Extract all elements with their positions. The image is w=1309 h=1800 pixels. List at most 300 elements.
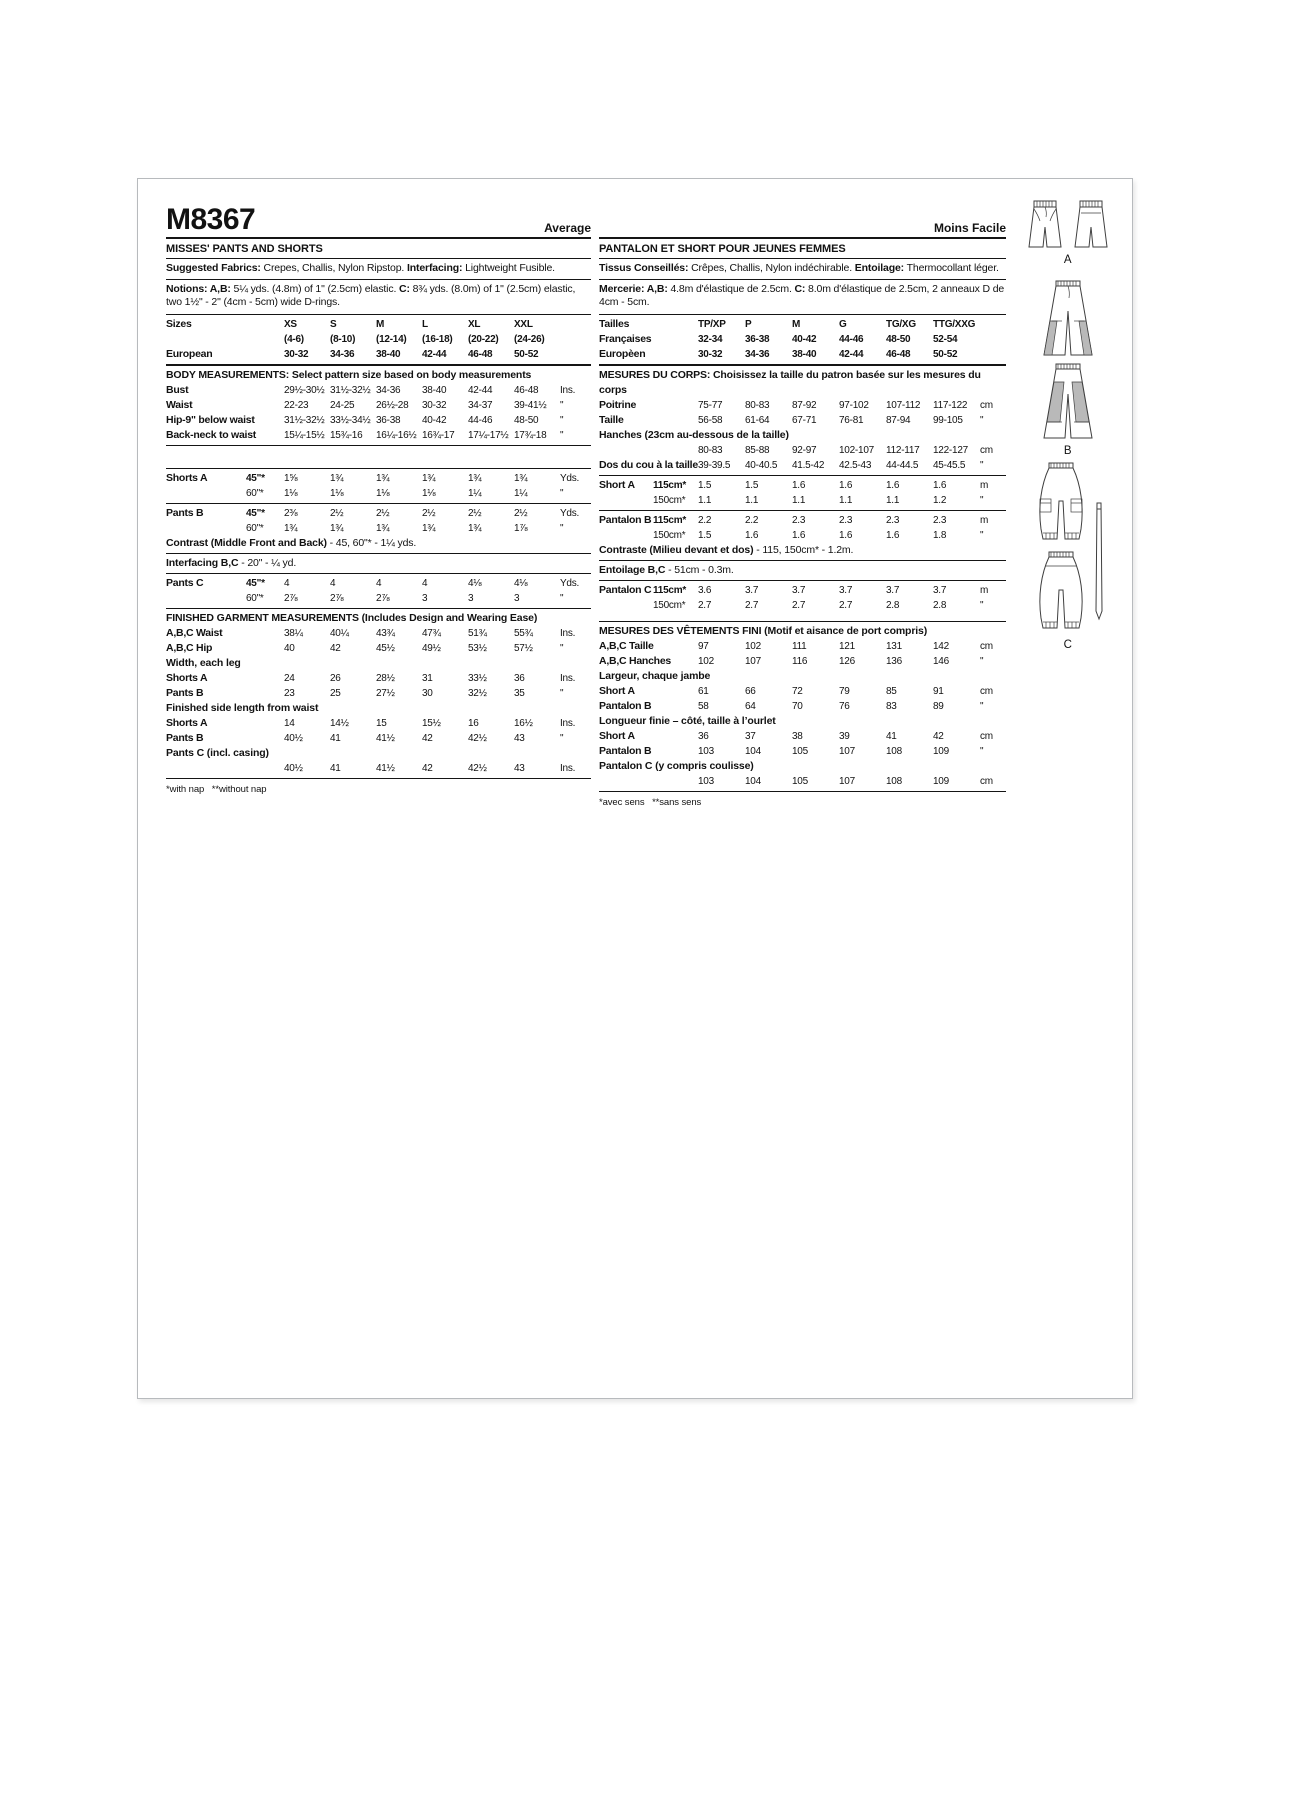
size-value: 1⅛ [284,487,298,499]
size-value: 16 [468,717,479,729]
table-row [599,699,1006,714]
size-value: 66 [745,685,756,697]
size-value: 3.7 [745,584,759,596]
size-value: 1¾ [376,472,390,484]
size-value: 70 [792,700,803,712]
suggested-fabrics-line [166,261,591,277]
size-value: 29½-30½ [284,384,325,396]
table-row [599,639,1006,654]
unit-label: cm [980,444,993,456]
size-value: 30 [422,687,433,699]
size-value: 46-48 [468,348,493,360]
size-value: 85-88 [745,444,770,456]
unit-label: Ins. [560,762,576,774]
divider [166,608,591,609]
size-value: 55¾ [514,627,533,639]
size-value: 2.8 [886,599,900,611]
table-section-heading [599,368,1006,398]
divider [599,510,1006,511]
size-value: 1⅛ [330,487,344,499]
size-value: 46-48 [886,348,911,360]
size-value: 108 [886,775,902,787]
size-value: 3.7 [886,584,900,596]
row-label: Pants B [166,686,204,699]
french-measurements-table [599,317,1006,808]
size-value: 42½ [468,762,487,774]
size-value: 40 [284,642,295,654]
size-value: 89 [933,700,944,712]
text-segment: 8.0m d'élastique de 2.5cm, 2 anneaux D de 4cm - 5cm. [599,282,1005,308]
size-value: P [745,318,752,330]
text-segment: C: [794,282,806,295]
size-value: 2½ [514,507,528,519]
size-value: 43 [514,732,525,744]
table-section-heading [599,624,1006,639]
size-value: 56-58 [698,414,723,426]
text-segment: Crepes, Challis, Nylon Ripstop. [260,262,407,274]
text-segment: FINISHED GARMENT MEASUREMENTS (Includes Design and Wearing Ease) [166,611,538,624]
size-value: 64 [745,700,756,712]
row-label: Taille [599,413,624,426]
size-value: 2.7 [839,599,853,611]
table-row [599,317,1006,332]
view-a-group [1010,199,1126,266]
size-value: 2⅞ [284,592,298,604]
text-segment: Largeur, chaque jambe [599,669,711,682]
divider [599,580,1006,581]
table-row [166,671,591,686]
unit-label: Ins. [560,384,576,396]
size-value: 42.5-43 [839,459,872,471]
unit-label: " [560,592,564,604]
divider [166,279,591,280]
size-value: 1.1 [839,494,853,506]
unit-label: Ins. [560,627,576,639]
size-value: 47¾ [422,627,441,639]
row-label: Pantalon C [599,583,652,596]
size-value: 1¾ [330,522,344,534]
shorts-a-front-illustration [1025,199,1065,251]
table-row [166,521,591,536]
row-label: Short A [599,478,635,491]
size-value: 17¼-17½ [468,429,509,441]
view-c-label: C [1063,639,1073,651]
difficulty-french: Moins Facile [933,221,1006,235]
size-value: 112-117 [886,444,920,456]
size-value: 1.6 [745,529,759,541]
size-value: 121 [839,640,855,652]
size-value: 2.8 [933,599,947,611]
size-value: 40-42 [792,333,817,345]
size-value: 142 [933,640,949,652]
row-label: Tailles [599,317,630,330]
size-value: 2½ [376,507,390,519]
size-value: 1¾ [284,522,298,534]
size-value: 37 [745,730,756,742]
table-section-heading [166,556,591,571]
divider [599,560,1006,561]
size-value: XL [468,318,481,330]
fabric-width-label: 150cm* [653,599,686,611]
table-section-heading [599,759,1006,774]
mercerie-line [599,282,1006,312]
size-value: 107 [839,775,855,787]
text-segment: Pants C (incl. casing) [166,746,269,759]
size-value: 107-112 [886,399,921,411]
table-section-heading [166,536,591,551]
size-value: 23 [284,687,295,699]
text-segment: Finished side length from waist [166,701,319,714]
size-value: 42 [422,732,433,744]
unit-label: Ins. [560,717,576,729]
divider [166,778,591,779]
row-label: Shorts A [166,471,208,484]
size-value: 131 [886,640,902,652]
row-label: A,B,C Taille [599,639,654,652]
size-value: 87-92 [792,399,817,411]
size-value: 42-44 [422,348,447,360]
size-value: 31½-32½ [330,384,371,396]
size-value: 1¾ [422,472,436,484]
pants-b-views [1010,279,1126,442]
unit-label: " [560,642,564,654]
size-value: 122-127 [933,444,968,456]
size-value: 2½ [468,507,482,519]
size-value: 32½ [468,687,487,699]
fabric-width-label: 150cm* [653,494,686,506]
row-label: A,B,C Waist [166,626,223,639]
row-label: Short A [599,684,635,697]
size-value: 4 [422,577,428,589]
row-label: Pantalon B [599,513,652,526]
view-a-label: A [1063,254,1073,266]
fabric-width-label: 115cm* [653,584,686,596]
size-value: 33½ [468,672,487,684]
size-value: 34-36 [330,348,355,360]
size-value: 76 [839,700,850,712]
unit-label: Ins. [560,672,576,684]
size-value: 2.3 [933,514,947,526]
table-section-heading [599,543,1006,558]
view-b-group [1010,279,1126,457]
size-value: 41.5-42 [792,459,825,471]
size-value: 67-71 [792,414,817,426]
english-measurements-table [166,317,591,795]
row-label: Short A [599,729,635,742]
unit-label: " [980,494,984,506]
fabric-width-label: 45"* [246,472,265,484]
size-value: G [839,318,847,330]
divider [599,364,1006,366]
table-row [599,528,1006,543]
text-segment: - 51cm - 0.3m. [665,563,734,576]
size-value: 30-32 [698,348,723,360]
row-label: Bust [166,383,189,396]
divider [599,314,1006,315]
size-value: 2.7 [792,599,806,611]
size-value: 41 [330,762,341,774]
size-value: 1¾ [514,472,528,484]
table-row [599,458,1006,473]
row-label: Poitrine [599,398,637,411]
pattern-envelope-page [137,178,1133,1399]
size-value: 104 [745,775,761,787]
size-value: 39-39.5 [698,459,731,471]
size-value: 2½ [330,507,344,519]
text-segment: 4.8m d'élastique de 2.5cm. [667,282,795,295]
size-value: 79 [839,685,850,697]
row-label: A,B,C Hip [166,641,213,654]
table-row [599,478,1006,493]
unit-label: " [560,522,564,534]
size-value: 31 [422,672,433,684]
view-b-label: B [1063,445,1073,457]
table-row [166,317,591,332]
divider [166,314,591,315]
table-row [599,729,1006,744]
size-value: 1¾ [468,522,482,534]
table-section-heading [166,368,591,383]
size-value: 61-64 [745,414,770,426]
row-label: European [166,347,213,360]
size-value: 1.5 [698,529,712,541]
size-value: TG/XG [886,318,916,330]
fabric-width-label: 60"* [246,522,264,534]
size-value: 43 [514,762,525,774]
size-value: (8-10) [330,333,356,345]
row-label: Europèen [599,347,646,360]
french-title: PANTALON ET SHORT POUR JEUNES FEMMES [599,243,846,255]
divider [166,237,591,239]
english-column [166,201,591,795]
size-value: 41 [330,732,341,744]
size-value: 85 [886,685,897,697]
size-value: 15½ [422,717,441,729]
size-value: 80-83 [745,399,770,411]
table-row [166,398,591,413]
size-value: 44-44.5 [886,459,919,471]
english-title: MISSES' PANTS AND SHORTS [166,243,323,255]
table-row [166,761,591,776]
text-segment: Hanches (23cm au-dessous de la taille) [599,428,789,441]
size-value: 2.3 [839,514,853,526]
pants-c-front-illustration [1033,461,1089,547]
size-value: 40½ [284,732,303,744]
text-segment: 8¾ yds. (8.0m) of 1" (2.5cm) elastic, two 1½" - 2" (4cm - 5cm) wide D-rings. [166,282,576,308]
size-value: 24-25 [330,399,355,411]
unit-label: " [980,529,984,541]
table-row [166,413,591,428]
table-row [166,731,591,746]
text-segment: Crêpes, Challis, Nylon indéchirable. [688,262,855,274]
fabric-width-label: 60"* [246,592,264,604]
size-value: 1¾ [330,472,344,484]
fabric-width-label: 150cm* [653,529,686,541]
shorts-a-back-illustration [1071,199,1111,251]
unit-label: cm [980,399,993,411]
table-row [166,332,591,347]
size-value: 36-38 [745,333,770,345]
text-segment: BODY MEASUREMENTS: Select pattern size based on body measurements [166,368,532,381]
size-value: 91 [933,685,944,697]
unit-label: " [980,700,984,712]
size-value: 83 [886,700,897,712]
size-value: 36-38 [376,414,401,426]
size-value: 22-23 [284,399,309,411]
size-value: 16½ [514,717,533,729]
size-value: 1.5 [698,479,712,491]
text-segment: - 20" - ¼ yd. [238,556,297,569]
size-value: 4⅛ [514,577,528,589]
pattern-number: M8367 [166,203,256,236]
table-row [599,654,1006,669]
row-label: Back-neck to waist [166,428,257,441]
table-row [166,626,591,641]
table-row [599,493,1006,508]
table-row [166,576,591,591]
table-row [166,506,591,521]
size-value: 38-40 [792,348,817,360]
size-value: 1¾ [422,522,436,534]
table-section-heading [599,563,1006,578]
divider [166,503,591,504]
divider [599,621,1006,622]
size-value: (12-14) [376,333,407,345]
table-section-heading [599,669,1006,684]
size-value: 2.2 [745,514,759,526]
size-value: 34-36 [745,348,770,360]
size-value: 48-50 [886,333,911,345]
size-value: 1⅝ [284,472,298,484]
table-section-heading [166,701,591,716]
table-row [599,398,1006,413]
difficulty-english: Average [544,221,591,235]
row-label: Pantalon B [599,699,652,712]
unit-label: m [980,514,989,526]
table-row [599,347,1006,362]
size-value: 1.5 [745,479,759,491]
table-row [166,471,591,486]
size-value: 75-77 [698,399,723,411]
size-value: 26½-28 [376,399,409,411]
text-segment: 5¼ yds. (4.8m) of 1" (2.5cm) elastic. [230,282,400,295]
unit-label: cm [980,685,993,697]
size-value: 41½ [376,732,395,744]
french-column [599,201,1006,808]
row-label: Pants C [166,576,204,589]
size-value: 30-32 [422,399,447,411]
size-value: 1.1 [792,494,806,506]
table-row [599,774,1006,789]
size-value: 97 [698,640,709,652]
size-value: 28½ [376,672,395,684]
text-segment: Contraste (Milieu devant et dos) [599,543,754,556]
notions-line [166,282,591,312]
size-value: 2.3 [792,514,806,526]
size-value: 43¾ [376,627,395,639]
size-value: 109 [933,745,949,757]
unit-label: cm [980,640,993,652]
size-value: 1.1 [745,494,759,506]
size-value: 2⅞ [330,592,344,604]
spacer [166,448,591,466]
footnote: *with nap **without nap [166,783,267,795]
unit-label: m [980,479,989,491]
size-value: 1¾ [468,472,482,484]
size-value: 27½ [376,687,395,699]
size-value: 25 [330,687,341,699]
divider [599,791,1006,792]
size-value: 1¼ [514,487,528,499]
table-row [599,583,1006,598]
table-row [599,443,1006,458]
size-value: 38¼ [284,627,303,639]
size-value: 41½ [376,762,395,774]
size-value: 3.7 [933,584,947,596]
table-row [166,486,591,501]
size-value: 42 [330,642,341,654]
size-value: 126 [839,655,855,667]
text-segment: Width, each leg [166,656,241,669]
text-segment: Interfacing: [406,262,463,274]
text-segment: Suggested Fabrics: [166,262,261,274]
size-value: 3.7 [792,584,806,596]
table-row [599,413,1006,428]
size-value: 39-41½ [514,399,547,411]
unit-label: " [560,414,564,426]
size-value: 30-32 [284,348,309,360]
size-value: 1.2 [933,494,947,506]
size-value: TP/XP [698,318,726,330]
size-value: 42½ [468,732,487,744]
french-header [599,201,1006,235]
fabric-width-label: 60"* [246,487,264,499]
size-value: 42 [933,730,944,742]
unit-label: Yds. [560,472,580,484]
size-value: 50-52 [514,348,539,360]
size-value: 87-94 [886,414,911,426]
table-row [166,347,591,362]
spacer [599,613,1006,619]
size-value: 15¾-16 [330,429,363,441]
size-value: 1⅛ [376,487,390,499]
size-value: (20-22) [468,333,499,345]
size-value: 76-81 [839,414,864,426]
size-value: 45-45.5 [933,459,966,471]
size-value: 41 [886,730,897,742]
size-value: 42-44 [839,348,864,360]
size-value: 33½-34½ [330,414,371,426]
size-value: 40-40.5 [745,459,778,471]
size-value: 1.6 [792,529,806,541]
text-segment: Contrast (Middle Front and Back) [166,536,327,549]
unit-label: m [980,584,989,596]
row-label: Pantalon B [599,744,652,757]
size-value: 102 [745,640,761,652]
unit-label: " [560,399,564,411]
size-value: 14 [284,717,295,729]
size-value: 50-52 [933,348,958,360]
size-value: 1.6 [839,529,853,541]
text-segment: Tissus Conseillés: [599,262,689,274]
size-value: 103 [698,745,714,757]
size-value: 1.6 [886,529,900,541]
row-label: Pants B [166,506,204,519]
size-value: L [422,318,428,330]
divider [166,573,591,574]
shorts-a-views [1010,199,1126,251]
table-row [166,686,591,701]
